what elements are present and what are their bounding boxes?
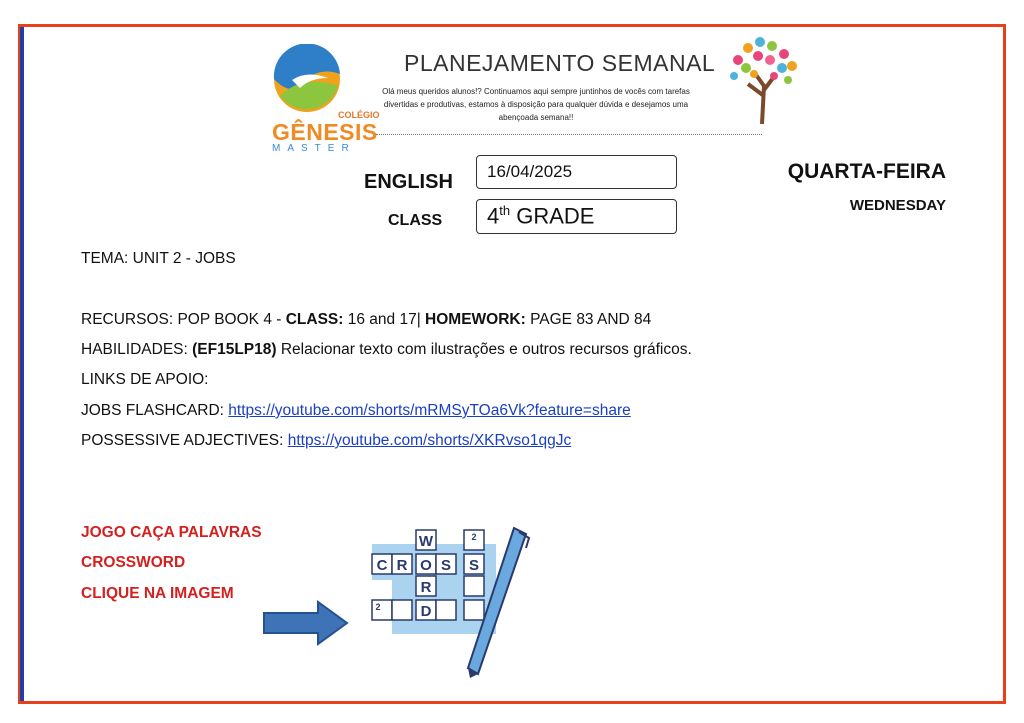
crossword-image[interactable] bbox=[364, 524, 536, 680]
recursos-homework-value: PAGE 83 AND 84 bbox=[525, 311, 652, 328]
crossword-letter: S bbox=[440, 557, 452, 574]
habilidades-prefix: HABILIDADES: bbox=[81, 341, 193, 358]
link-row-possessive bbox=[81, 432, 571, 450]
welcome-message: Olá meus queridos alunos!? Continuamos aqui sempre juntinhos de vocês com tarefas divertidas e produtivas, estamos à disposição para qualquer dúvida e desejamos uma abençoada semana!! bbox=[382, 87, 690, 122]
crossword-number: 2 bbox=[375, 602, 381, 612]
crossword-letter: C bbox=[376, 557, 388, 574]
recursos-prefix: RECURSOS: POP BOOK 4 - bbox=[81, 311, 286, 328]
grade-text: GRADE bbox=[516, 203, 595, 229]
habilidades-code: (EF15LP18) bbox=[192, 341, 277, 358]
logo-colegio-text: COLÉGIO bbox=[338, 110, 380, 120]
habilidades-text: Relacionar texto com ilustrações e outros recursos gráficos. bbox=[276, 341, 692, 358]
school-logo bbox=[262, 42, 380, 154]
crossword-letter: O bbox=[420, 557, 432, 574]
class-label: CLASS bbox=[388, 212, 443, 229]
game-subtitle: CROSSWORD bbox=[81, 554, 186, 571]
subject-label: ENGLISH bbox=[364, 171, 453, 193]
crossword-letter: D bbox=[420, 603, 432, 620]
arrow-right-icon bbox=[262, 600, 350, 646]
crossword-number: 2 bbox=[471, 532, 477, 542]
page-title: PLANEJAMENTO SEMANAL bbox=[404, 50, 716, 76]
link-label: JOBS FLASHCARD: bbox=[81, 402, 229, 419]
grade-suffix: th bbox=[499, 203, 511, 218]
weekday-en: WEDNESDAY bbox=[849, 197, 946, 214]
date-field: 16/04/2025 bbox=[476, 155, 677, 189]
header-divider bbox=[376, 134, 762, 135]
recursos-class-label: CLASS: bbox=[285, 311, 344, 328]
recursos-separator: | bbox=[416, 311, 426, 328]
link-row-jobs bbox=[81, 402, 631, 420]
tree-icon bbox=[724, 34, 804, 126]
recursos-line bbox=[81, 311, 651, 329]
tema-line: TEMA: UNIT 2 - JOBS bbox=[81, 250, 236, 267]
click-instruction: CLIQUE NA IMAGEM bbox=[81, 585, 234, 602]
crossword-letter: W bbox=[418, 533, 434, 550]
habilidades-line bbox=[81, 341, 692, 359]
recursos-class-value: 16 and 17 bbox=[343, 311, 417, 328]
links-label: LINKS DE APOIO: bbox=[81, 371, 209, 388]
crossword-letter: S bbox=[468, 557, 480, 574]
possessive-adjectives-link[interactable]: https://youtube.com/shorts/XKRvso1qgJc bbox=[287, 432, 572, 449]
game-title: JOGO CAÇA PALAVRAS bbox=[81, 524, 262, 541]
crossword-letter: R bbox=[396, 557, 408, 574]
crossword-letter: R bbox=[420, 579, 432, 596]
recursos-homework-label: HOMEWORK: bbox=[425, 311, 526, 328]
logo-emblem-icon bbox=[272, 44, 342, 114]
weekday-pt: QUARTA-FEIRA bbox=[787, 160, 946, 183]
logo-genesis-text: GÊNESIS bbox=[272, 119, 378, 145]
grade-field bbox=[476, 199, 677, 234]
jobs-flashcard-link[interactable]: https://youtube.com/shorts/mRMSyTOa6Vk?feature=share bbox=[228, 402, 631, 419]
logo-master-text: MASTER bbox=[272, 143, 356, 154]
page-frame-accent bbox=[20, 27, 24, 701]
link-label: POSSESSIVE ADJECTIVES: bbox=[81, 432, 288, 449]
grade-number: 4 bbox=[487, 203, 500, 229]
